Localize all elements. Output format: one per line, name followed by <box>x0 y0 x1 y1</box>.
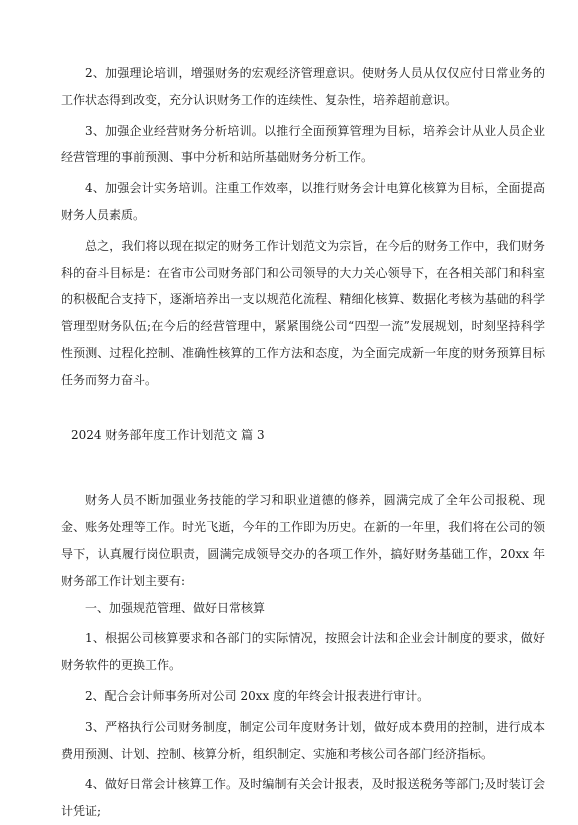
paragraph-accounting-training: 4、加强会计实务培训。注重工作效率，以推行财务会计电算化核算为目标，全面提高财务人员素质。 <box>61 181 545 222</box>
paragraph-item-4: 4、做好日常会计核算工作。及时编制有关会计报表，及时报送税务等部门;及时装订会计凭证; <box>61 777 545 819</box>
paragraph-summary: 总之，我们将以现在拟定的财务工作计划范文为宗旨，在今后的财务工作中，我们财务科的奋斗目标是：在省市公司财务部门和公司领导的大力关心领导下，在各相关部门和科室的积极配合支持下，逐渐培养出一支以规范化流程、精细化核算、数据化考核为基础的科学管理型财务队伍;在今后的经营管理中，紧紧围绕公司“四型一流”发展规划，时刻坚持科学性预测、过程化控制、准确性核算的工作方法和态度，为全面完成新一年度的财务预算目标任务而努力奋斗。 <box>61 238 545 387</box>
section-title: 2024 财务部年度工作计划范文 篇 3 <box>71 427 265 442</box>
paragraph-intro: 财务人员不断加强业务技能的学习和职业道德的修养，圆满完成了全年公司报税、现金、账务处理等工作。时光飞逝，今年的工作即为历史。在新的一年里，我们将在公司的领导下，认真履行岗位职责，圆满完成领导交办的各项工作外，搞好财务基础工作，20xx 年财务部工作计划主要有: <box>61 493 545 588</box>
paragraph-heading-standard-management: 一、加强规范管理、做好日常核算 <box>85 600 266 615</box>
paragraph-item-3: 3、严格执行公司财务制度，制定公司年度财务计划，做好成本费用的控制，进行成本费用预测、计划、控制、核算分析，组织制定、实施和考核公司各部门经济指标。 <box>61 719 545 761</box>
paragraph-item-2: 2、配合会计师事务所对公司 20xx 度的年终会计报表进行审计。 <box>85 688 430 703</box>
paragraph-theory-training: 2、加强理论培训，增强财务的宏观经济管理意识。使财务人员从仅仅应付日常业务的工作状态得到改变，充分认识财务工作的连续性、复杂性，培养超前意识。 <box>61 66 545 107</box>
paragraph-item-1: 1、根据公司核算要求和各部门的实际情况，按照会计法和企业会计制度的要求，做好财务软件的更换工作。 <box>61 631 545 673</box>
paragraph-analysis-training: 3、加强企业经营财务分析培训。以推行全面预算管理为目标，培养会计从业人员企业经营管理的事前预测、事中分析和站所基础财务分析工作。 <box>61 123 545 165</box>
